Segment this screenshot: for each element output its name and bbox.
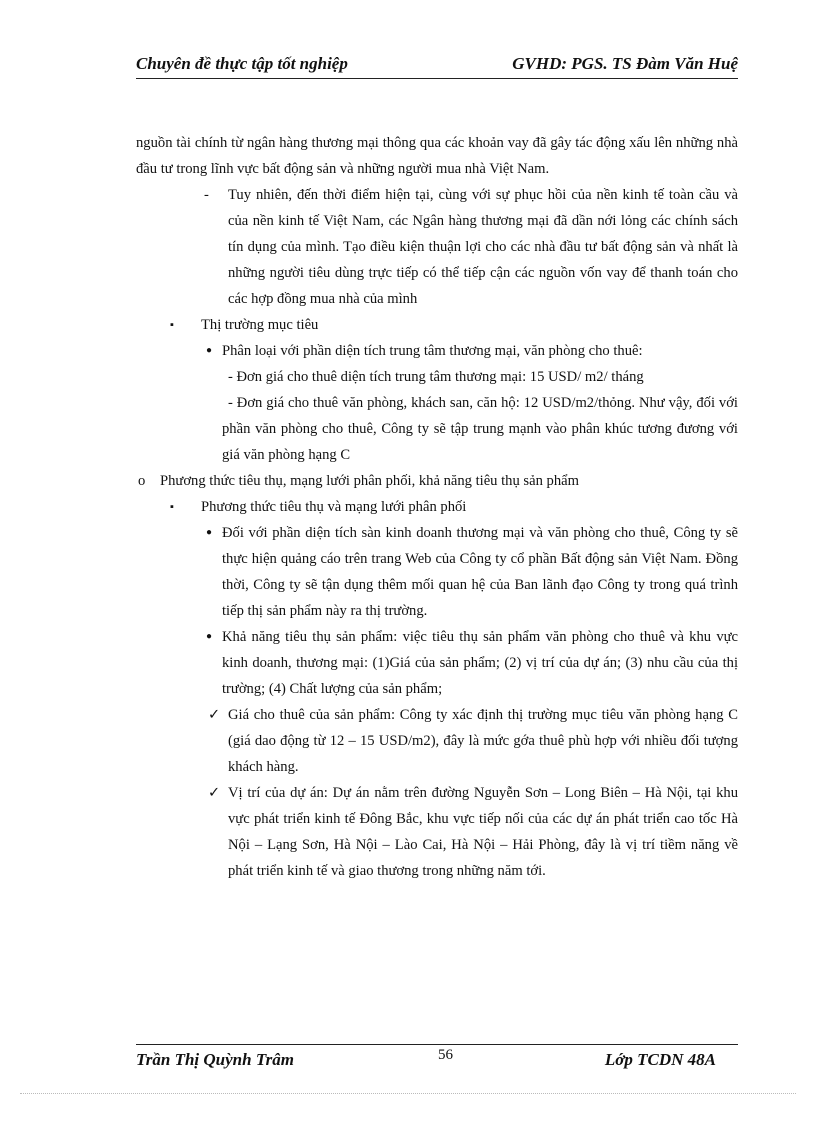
dash-item — [136, 182, 738, 312]
check-item-text: Giá cho thuê của sản phẩm: Công ty xác định thị trường mục tiêu văn phòng hạng C (giá dao động từ 12 – 15 USD/m2), đây là mức gớa thuê phù hợp với nhiều đối tượng khách hàng. — [228, 707, 738, 775]
dash-item-text: Tuy nhiên, đến thời điểm hiện tại, cùng với sự phục hồi của nền kinh tế toàn cầu và của nền kinh tế Việt Nam, các Ngân hàng thương mại đã dần nới lỏng các chính sách tín dụng của mình. Tạo điều kiện thuận lợi cho các nhà đầu tư bất động sản và nhất là những người tiêu dùng trực tiếp có thể tiếp cận các nguồn vốn vay để thanh toán cho các hợp đồng mua nhà của mình — [228, 187, 738, 307]
dash-marker: - — [204, 187, 209, 203]
checkmark-icon: ✓ — [208, 785, 221, 801]
bullet-item-text: Phân loại với phần diện tích trung tâm thương mại, văn phòng cho thuê: — [222, 343, 643, 359]
round-bullet-icon: ● — [206, 527, 213, 538]
page-bottom-divider — [20, 1093, 796, 1094]
header-advisor: GVHD: PGS. TS Đàm Văn Huệ — [512, 54, 738, 73]
checkmark-icon: ✓ — [208, 707, 221, 723]
circle-bullet-icon: o — [138, 473, 146, 489]
paragraph-intro: nguồn tài chính từ ngân hàng thương mại thông qua các khoản vay đã gây tác động xấu lên những nhà đầu tư trong lĩnh vực bất động sản và những người mua nhà Việt Nam. — [136, 135, 738, 177]
square-bullet-icon: ▪ — [170, 501, 174, 513]
round-bullet-icon: ● — [206, 345, 213, 356]
check-item-text: Vị trí của dự án: Dự án nằm trên đường Nguyễn Sơn – Long Biên – Hà Nội, tại khu vực phát triển kinh tế Đông Bắc, khu vực tiếp nối của các dự án phát triển cao tốc Hà Nội – Lạng Sơn, Hà Nội – Lào Cai, Hà Nội – Hải Phòng, đây là vị trí tiềm năng về phát triển kinh tế và giao thương trong những năm tới. — [228, 785, 738, 879]
header-title: Chuyên đề thực tập tốt nghiệp — [136, 54, 348, 73]
round-bullet-icon: ● — [206, 631, 213, 642]
footer-class: Lớp TCDN 48A — [604, 1050, 716, 1069]
bullet-item-advertising — [136, 520, 738, 624]
footer-author: Trần Thị Quỳnh Trâm — [136, 1050, 294, 1069]
circle-item-text: Phương thức tiêu thụ, mạng lưới phân phối, khả năng tiêu thụ sản phẩm — [160, 473, 579, 489]
bullet-item-classification — [136, 338, 738, 468]
page-number: 56 — [438, 1047, 453, 1063]
circle-item-distribution — [136, 468, 738, 494]
bullet-item-consumption — [136, 624, 738, 702]
page-header — [136, 52, 738, 79]
page-body — [136, 130, 738, 884]
square-bullet-icon: ▪ — [170, 319, 174, 331]
square-item-distribution-method — [136, 494, 738, 520]
page-footer — [136, 1044, 738, 1075]
bullet-item-text: Khả năng tiêu thụ sản phẩm: việc tiêu thụ sản phẩm văn phòng cho thuê và khu vực kinh doanh, thương mại: (1)Giá của sản phẩm; (2) vị trí của dự án; (3) nhu cầu của thị trường; (4) Chất lượng của sản phẩm; — [222, 629, 738, 697]
price-line-mall: - Đơn giá cho thuê diện tích trung tâm thương mại: 15 USD/ m2/ tháng — [228, 369, 644, 385]
price-line-office: - Đơn giá cho thuê văn phòng, khách san, căn hộ: 12 USD/m2/thỏng. Như vậy, đối với phần văn phòng cho thuê, Công ty sẽ tập trung mạnh vào phân khúc tương đương với giá văn phòng hạng C — [222, 395, 738, 463]
bullet-item-text: Đối với phần diện tích sàn kinh doanh thương mại và văn phòng cho thuê, Công ty sẽ thực hiện quảng cáo trên trang Web của Công ty cổ phần Bất động sản Việt Nam. Đồng thời, Công ty sẽ tận dụng thêm mối quan hệ của Ban lãnh đạo Công ty trong quá trình tiếp thị sản phẩm này ra thị trường. — [222, 525, 738, 619]
check-item-price — [136, 702, 738, 780]
square-item-text: Phương thức tiêu thụ và mạng lưới phân phối — [201, 499, 467, 515]
square-item-target-market — [136, 312, 738, 338]
check-item-location — [136, 780, 738, 884]
square-item-text: Thị trường mục tiêu — [201, 317, 319, 333]
